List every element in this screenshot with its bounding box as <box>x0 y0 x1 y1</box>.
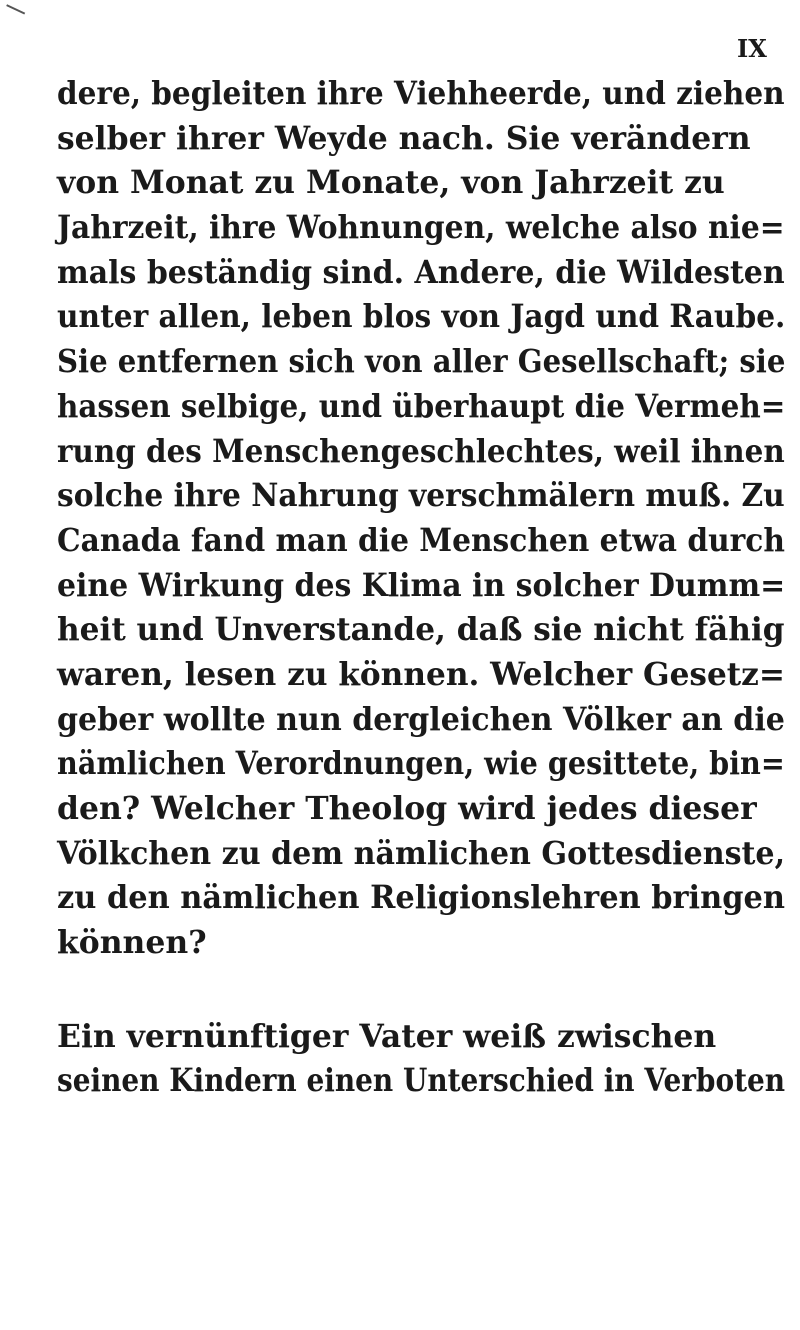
text-line: Jahrzeit, ihre Wohnungen, welche also nie= <box>57 209 785 247</box>
paragraph-gap <box>57 966 787 1015</box>
paragraph-1 <box>57 72 787 966</box>
text-line: Völkchen zu dem nämlichen Gottesdienste, <box>57 834 786 872</box>
text-line: rung des Menschengeschlechtes, weil ihnen <box>57 432 785 470</box>
text-line: seinen Kindern einen Unterschied in Verboten <box>57 1062 786 1100</box>
corner-mark <box>3 4 25 22</box>
text-line: dere, begleiten ihre Viehheerde, und ziehen <box>57 75 785 112</box>
text-line: geber wollte nun dergleichen Völker an die <box>57 700 785 738</box>
text-line: waren, lesen zu können. Welcher Gesetz= <box>57 655 785 693</box>
text-line: Ein vernünftiger Vater weiß zwischen <box>57 1017 717 1055</box>
text-line: solche ihre Nahrung verschmälern muß. Zu <box>57 477 785 515</box>
page-number: IX <box>737 34 767 63</box>
text-line: Canada fand man die Menschen etwa durch <box>57 521 785 559</box>
text-line: von Monat zu Monate, von Jahrzeit zu <box>57 164 725 202</box>
text-line: können? <box>57 924 207 962</box>
text-line: den? Welcher Theolog wird jedes dieser <box>57 790 757 827</box>
text-line: mals beständig sind. Andere, die Wildesten <box>57 253 785 291</box>
text-line: nämlichen Verordnungen, wie gesittete, bin= <box>57 745 785 783</box>
text-line: heit und Unverstande, daß sie nicht fähig <box>57 611 785 649</box>
text-line: hassen selbige, und überhaupt die Vermeh= <box>57 387 786 425</box>
text-line: eine Wirkung des Klima in solcher Dumm= <box>57 566 786 604</box>
text-line: unter allen, leben blos von Jagd und Raube. <box>57 298 786 336</box>
text-line: Sie entfernen sich von aller Gesellschaft; sie <box>57 343 786 381</box>
text-line: selber ihrer Weyde nach. Sie verändern <box>57 119 751 157</box>
paragraph-2 <box>57 1015 787 1104</box>
text-line: zu den nämlichen Religionslehren bringen <box>57 879 785 917</box>
body-text <box>57 72 787 1104</box>
